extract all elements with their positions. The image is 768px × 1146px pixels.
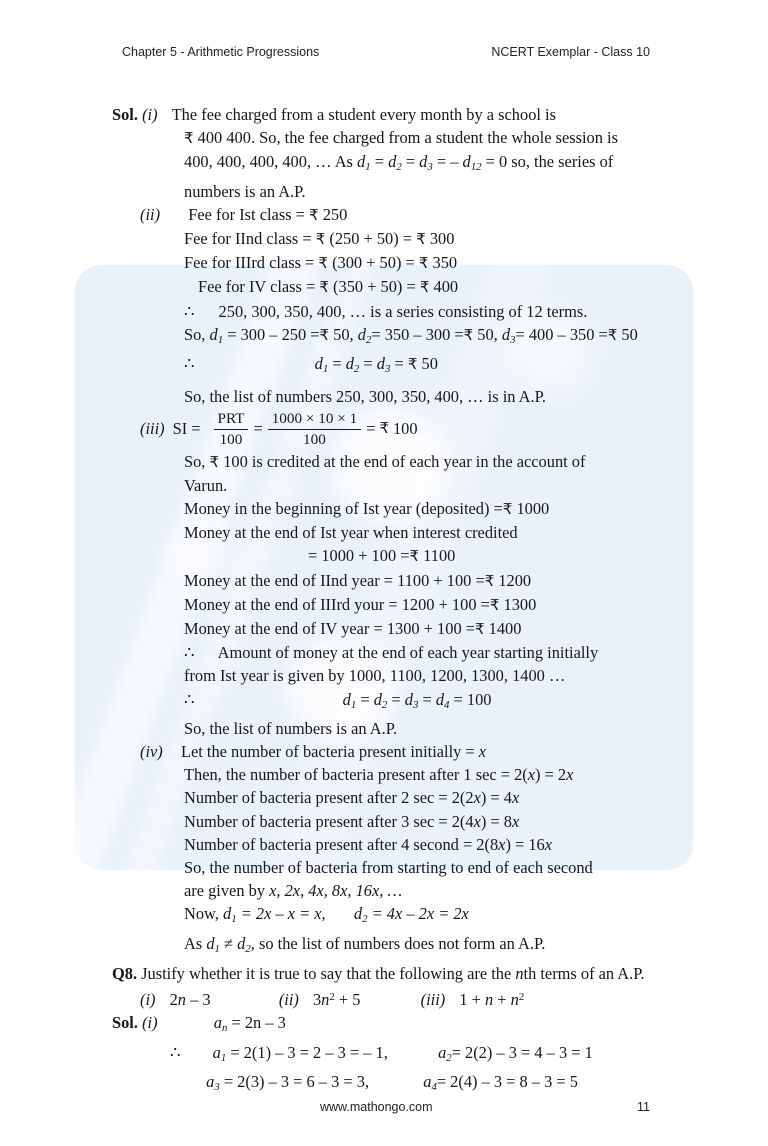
sol-label: Sol. — [112, 105, 138, 124]
d1-symbol: $d_1$ — [209, 324, 224, 346]
money-value: 1100 — [423, 546, 456, 566]
fee-iind-expr: (250 + 50) = — [329, 229, 413, 249]
option-marker-i: (i) — [140, 990, 156, 1010]
money-value: 1300 — [503, 594, 537, 614]
bacteria-series: x, 2x, 4x, 8x, 16x, … — [269, 881, 403, 901]
footer-page-number: 11 — [637, 1100, 650, 1114]
option-expr-iii: $1 + n + n^2$ — [459, 990, 525, 1010]
d3-symbol: $d_3$ — [376, 354, 391, 376]
fee-iv-expr: (350 + 50) = — [333, 277, 416, 297]
d2-symbol: $d_2$ — [373, 689, 388, 711]
sol7-part-iii-conclusion: So, the list of numbers is an A.P. — [184, 718, 398, 738]
fraction-numerator: PRT — [214, 410, 249, 429]
therefore-icon: ∴ — [184, 301, 195, 321]
sol7-part-iv-now-line — [112, 902, 672, 931]
sol7-part-ii-equal-line: ∴ $d_1 = d_2 = d_3$ = ₹ 50 — [184, 354, 438, 376]
rupee-icon: ₹ — [474, 619, 485, 638]
part-marker-ii: (ii) — [140, 204, 161, 224]
money-text: = 1000 + 100 = — [308, 546, 410, 566]
d2-symbol: $d_2$, — [237, 933, 255, 955]
d1-symbol: $d_1$ — [357, 152, 371, 174]
therefore-icon: ∴ — [184, 689, 195, 709]
question-text1: Justify whether it is true to say that the following are the nth terms of an A.P. — [141, 963, 645, 983]
sol8-row-0 — [112, 1041, 672, 1070]
therefore-icon: ∴ — [170, 1042, 181, 1062]
part-marker-i: (i) — [142, 105, 158, 124]
sol7-part-ii-d-line — [112, 323, 672, 352]
sol7-part-iii-amount-line1 — [112, 641, 672, 664]
d1-value: 50, — [333, 324, 354, 344]
fee-iiird-value: 350 — [432, 253, 458, 273]
d1-symbol: $d_1$ — [223, 904, 237, 926]
d1-symbol: $d_1$ — [314, 354, 329, 376]
money-line-1: Money at the end of Ist year when interest credited — [184, 523, 518, 543]
an-symbol: $a_n$ — [213, 1013, 228, 1035]
d3-symbol: $d_3$ — [501, 324, 516, 346]
sol7-part-ii-line2 — [112, 227, 672, 251]
rupee-icon: ₹ — [319, 325, 330, 344]
sol7-part-ii-therefore — [112, 300, 672, 323]
money-value: 1200 — [498, 570, 532, 590]
rupee-icon: ₹ — [463, 325, 474, 344]
fraction-prt-over-100 — [214, 410, 249, 447]
sol7-i-text2: 400. So, the fee charged from a student the whole session is — [226, 128, 618, 148]
rupee-icon: ₹ — [318, 254, 328, 273]
d3-symbol: $d_3$ — [404, 689, 419, 711]
sol7-i-text3b: = 0 so, the series of — [485, 152, 614, 172]
as-suffix: so the list of numbers does not form an A.P. — [258, 933, 546, 953]
option-marker-ii: (ii) — [278, 990, 299, 1010]
header-chapter-title: Chapter 5 - Arithmetic Progressions — [122, 45, 320, 59]
option-expr-i: 2n – 3 — [169, 990, 211, 1010]
money-text: Money in the beginning of Ist year (deposited) = — [184, 498, 503, 518]
bacteria-intro: Let the number of bacteria present initially = — [180, 741, 475, 761]
a4-symbol: $a_4$ — [423, 1071, 437, 1093]
money-line-0 — [112, 497, 672, 521]
bacteria-line-1: Number of bacteria present after 2 sec = 2(2x) = 4x — [184, 788, 520, 808]
a1-expr: = 2(1) – 3 = 2 – 3 = – 1, — [230, 1042, 388, 1062]
a1-symbol: $a_1$ — [212, 1042, 227, 1064]
therefore-icon: ∴ — [184, 643, 195, 663]
si-result: 100 — [392, 419, 418, 439]
d1-expr: = 300 – 250 = — [227, 324, 320, 344]
sol8-marker: (i) — [142, 1013, 158, 1033]
question-8-options — [112, 986, 672, 1011]
page-header — [0, 45, 768, 59]
d-line-prefix: So, — [184, 324, 206, 344]
bacteria-line-0: Then, the number of bacteria present after 1 sec = 2(x) = 2x — [184, 765, 574, 785]
d2-symbol: $d_2$ — [345, 354, 360, 376]
d2-symbol: $d_2$ — [357, 324, 372, 346]
sol7-part-ii-line3 — [112, 251, 672, 275]
a3-expr: = 2(3) – 3 = 6 – 3 = 3, — [223, 1071, 370, 1091]
fraction-numerator: 1000 × 10 × 1 — [268, 410, 361, 429]
now-d2-expr: = 4x – 2x = 2x — [371, 904, 469, 924]
rupee-icon: ₹ — [607, 325, 618, 344]
a3-symbol: $a_3$ — [206, 1071, 220, 1093]
money-line-2 — [112, 544, 672, 568]
money-text: Money at the end of IV year = 1300 + 100 = — [184, 618, 475, 638]
question-label: Q8. — [112, 963, 138, 983]
d1-symbol: $d_1$ — [206, 933, 220, 955]
rupee-icon: ₹ — [209, 452, 220, 471]
a2-expr: = 2(2) – 3 = 4 – 3 = 1 — [451, 1042, 593, 1062]
fraction-denominator: 100 — [303, 430, 326, 448]
fee-ist-label: Fee for Ist class = — [188, 204, 305, 224]
money-text: Money at the end of IInd year = 1100 + 100 = — [184, 570, 485, 590]
fee-iind-label: Fee for IInd class = — [184, 229, 312, 249]
rupee-icon: ₹ — [418, 254, 429, 273]
rupee-icon: ₹ — [379, 419, 389, 438]
sol7-i-amount: 400 — [197, 128, 223, 148]
amount-text1: Amount of money at the end of each year starting initially — [217, 643, 599, 663]
money-value: 1400 — [488, 618, 522, 638]
rupee-icon: ₹ — [502, 499, 513, 518]
d3-expr: = 400 – 350 = — [515, 324, 608, 344]
option-marker-iii: (iii) — [420, 990, 446, 1010]
d-equal-value: 100 — [466, 689, 492, 709]
fee-iv-value: 400 — [433, 277, 459, 297]
as-prefix: As — [184, 933, 203, 953]
fee-iv-label: Fee for IV class = — [198, 277, 316, 297]
rupee-icon: ₹ — [489, 595, 500, 614]
d2-value: 50, — [477, 324, 498, 344]
sol8-line1 — [112, 1011, 672, 1040]
fraction-product-over-100 — [268, 410, 361, 447]
sol7-part-iii-d-equal: ∴ $d_1 = d_2 = d_3 = d_4 = 100$ — [184, 689, 492, 711]
fee-ist-value: 250 — [322, 204, 348, 224]
an-expr: = 2n – 3 — [231, 1013, 286, 1033]
not-equal-icon: ≠ — [224, 933, 234, 953]
part-marker-iv: (iv) — [140, 741, 163, 761]
sol7-ii-series: 250, 300, 350, 400, … is a series consisting of 12 terms. — [218, 301, 588, 321]
money-line-5 — [112, 617, 672, 641]
d1-symbol: $d_1$ — [342, 689, 357, 711]
sol7-part-i-line3: 400, 400, 400, 400, … As $d_1 = d_2 = d_3$ = – $d_{12} = 0$ so, the series of — [184, 152, 614, 174]
page-body — [112, 103, 672, 1099]
sol7-part-iv-line1 — [112, 740, 672, 763]
rupee-icon: ₹ — [409, 547, 420, 566]
sol7-i-text1: The fee charged from a student every month by a school is — [171, 105, 556, 124]
therefore-icon: ∴ — [184, 354, 195, 374]
rupee-icon: ₹ — [419, 278, 430, 297]
fee-iind-value: 300 — [429, 229, 455, 249]
bacteria-line-3: Number of bacteria present after 4 second = 2(8x) = 16x — [184, 834, 553, 854]
d4-symbol: $d_4$ — [435, 689, 450, 711]
credited-prefix: So, — [184, 451, 206, 471]
bacteria-line-2: Number of bacteria present after 3 sec = 2(4x) = 8x — [184, 811, 520, 831]
rupee-icon: ₹ — [407, 355, 418, 374]
fee-iiird-label: Fee for IIIrd class = — [184, 253, 315, 273]
fraction-denominator: 100 — [219, 430, 243, 448]
sol7-part-iv-as-line — [112, 932, 672, 961]
question-8 — [112, 962, 672, 985]
d2-symbol: $d_2$ — [388, 152, 402, 174]
sol7-part-iii-si-formula — [112, 410, 672, 447]
sol7-part-iii-amount-line2: from Ist year is given by 1000, 1100, 1200, 1300, 1400 … — [184, 666, 566, 686]
header-book-title: NCERT Exemplar - Class 10 — [491, 45, 650, 59]
footer-url: www.mathongo.com — [320, 1100, 433, 1114]
now-prefix: Now, — [184, 904, 219, 924]
si-label: SI = — [172, 419, 201, 439]
sol7-part-i-line4: numbers is an A.P. — [184, 181, 306, 201]
sol7-part-ii-line4 — [112, 275, 672, 299]
money-line-4 — [112, 593, 672, 617]
d3-symbol: $d_3$ — [419, 152, 433, 174]
sol7-part-iv-summary1: So, the number of bacteria from starting to end of each second — [184, 857, 593, 877]
part-marker-iii: (iii) — [140, 419, 165, 439]
variable-x: x — [478, 741, 487, 761]
money-text: Money at the end of IIIrd your = 1200 + 100 = — [184, 594, 490, 614]
a2-symbol: $a_2$ — [438, 1042, 452, 1064]
d3-value: 50 — [621, 324, 638, 344]
equals-sign: = — [366, 419, 376, 439]
series-prefix: are given by — [184, 881, 266, 901]
d12-symbol: $d_{12}$ — [462, 152, 482, 174]
rupee-icon: ₹ — [309, 205, 319, 224]
sol7-part-ii-conclusion: So, the list of numbers 250, 300, 350, 400, … is in A.P. — [184, 387, 546, 407]
d2-expr: = 350 – 300 = — [371, 324, 464, 344]
sol7-part-iv-summary2 — [112, 879, 672, 902]
rupee-icon: ₹ — [484, 571, 495, 590]
sol7-part-iii-credited-line2: Varun. — [184, 475, 228, 495]
sol8-row-1 — [112, 1070, 672, 1099]
sol7-part-i-line1 — [112, 103, 672, 126]
sol7-part-iii-credited-line1 — [112, 450, 672, 474]
a4-expr: = 2(4) – 3 = 8 – 3 = 5 — [436, 1071, 578, 1091]
rupee-icon: ₹ — [416, 230, 426, 249]
money-line-3 — [112, 569, 672, 593]
sol7-i-text3: 400, 400, 400, 400, … As — [184, 152, 353, 172]
option-expr-ii: $3n^2 + 5$ — [312, 990, 361, 1010]
now-d1-expr: = 2x – x = x, — [240, 904, 326, 924]
sol7-part-i-line2 — [112, 126, 672, 150]
rupee-icon: ₹ — [184, 129, 194, 148]
rupee-icon: ₹ — [319, 278, 329, 297]
money-value: 1000 — [516, 498, 550, 518]
rupee-icon: ₹ — [315, 230, 326, 249]
sol7-part-ii-line1 — [112, 203, 672, 227]
sol-label: Sol. — [112, 1013, 138, 1033]
d-equal-value: 50 — [421, 354, 438, 374]
credited-text: 100 is credited at the end of each year in the account of — [223, 451, 586, 471]
fee-iiird-expr: (300 + 50) = — [332, 253, 415, 273]
d2-symbol: $d_2$ — [353, 904, 368, 926]
page-footer — [0, 1100, 768, 1114]
equals-sign: = — [253, 419, 263, 439]
